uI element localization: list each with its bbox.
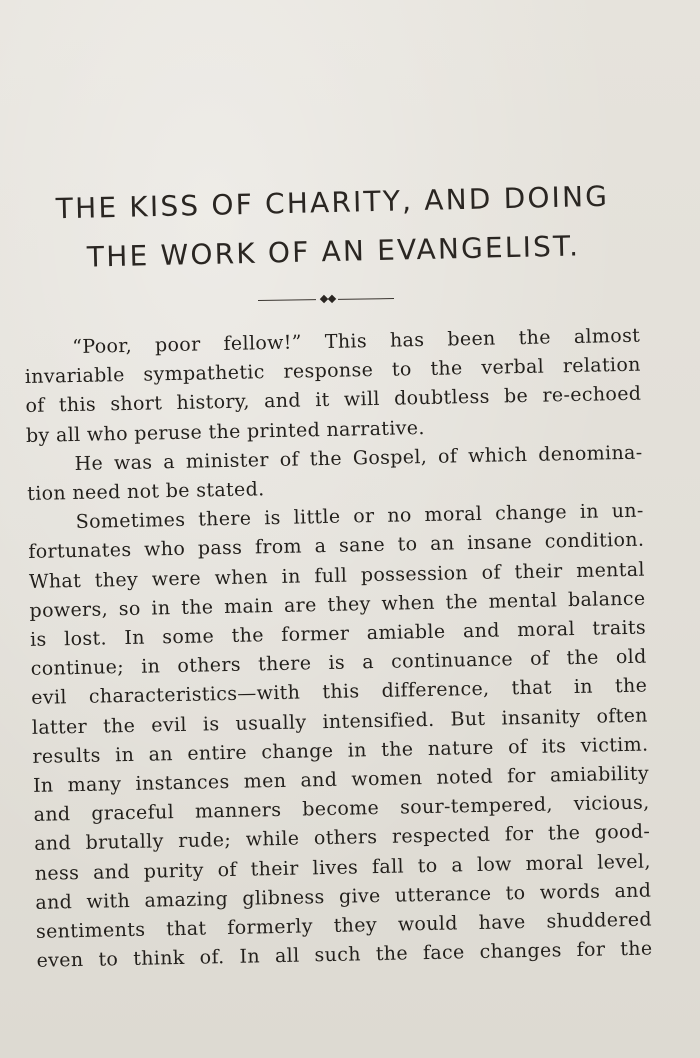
text-line: is lost. In some the former amiable and moral traits xyxy=(29,616,647,651)
text-line: continue; in others there is a continuance of the old xyxy=(30,645,647,681)
text-line: ness and purity of their lives fall to a low moral level, xyxy=(34,850,651,885)
chapter-title-line-1: THE KISS OF CHARITY, AND DOING xyxy=(55,179,610,226)
text-line: “Poor, poor fellow!” This has been the almost xyxy=(72,324,641,359)
text-line: and graceful manners become sour-tempered, vicious, xyxy=(33,791,650,827)
text-line: invariable sympathetic response to the verbal relation xyxy=(24,353,641,389)
text-line: by all who peruse the printed narrative. xyxy=(25,416,425,447)
text-line: even to think of. In all such the face changes for the xyxy=(36,937,653,973)
text-line: Sometimes there is little or no moral change in un- xyxy=(75,499,644,534)
text-line: evil characteristics—with this difference, that in the xyxy=(31,675,648,710)
ornament-rule-left xyxy=(258,299,316,301)
ornament-diamond-icon xyxy=(328,295,336,303)
chapter-title xyxy=(17,171,649,283)
text-line: What they were when in full possession of their mental xyxy=(28,558,646,593)
text-line: of this short history, and it will doubtless be re-echoed xyxy=(25,383,642,418)
ornament-rule-right xyxy=(338,298,394,300)
text-line: tion need not be stated. xyxy=(26,478,265,505)
text-line: and brutally rude; while others respected for the good- xyxy=(34,820,651,856)
title-ornament-divider xyxy=(258,291,394,307)
text-line: In many instances men and women noted for amiability xyxy=(32,762,650,797)
text-line: sentiments that formerly they would have shuddered xyxy=(35,908,653,943)
text-line: latter the evil is usually intensified. But insanity often xyxy=(31,704,648,739)
text-line: and with amazing glibness give utterance to words and xyxy=(35,879,652,914)
text-line: He was a minister of the Gospel, of which denomina- xyxy=(74,441,643,475)
text-line: results in an entire change in the nature of its victim. xyxy=(32,733,649,768)
text-line: powers, so in the main are they when the mental balance xyxy=(29,587,646,622)
chapter-body-text xyxy=(24,322,653,977)
text-line: fortunates who pass from a sane to an insane condition. xyxy=(28,529,645,564)
chapter-title-line-2: THE WORK OF AN EVANGELIST. xyxy=(86,229,581,274)
